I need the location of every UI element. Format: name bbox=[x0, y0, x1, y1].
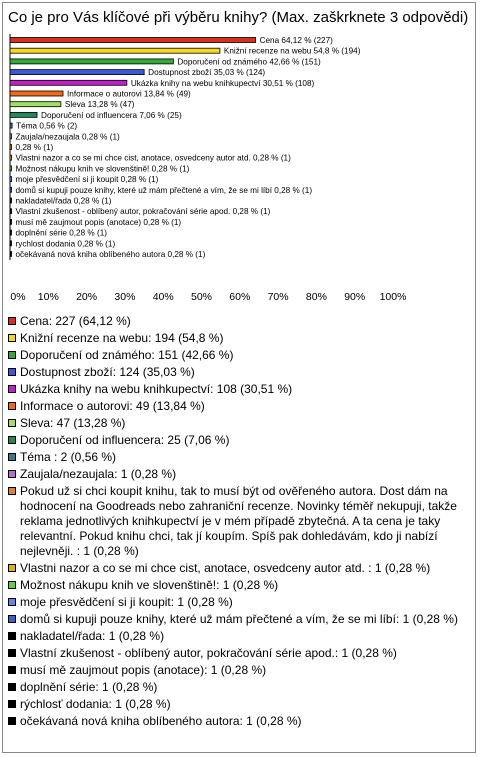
bar bbox=[10, 102, 61, 107]
bar-label: Informace o autorovi 13,84 % (49) bbox=[67, 89, 191, 99]
bar-label: doplnění série 0,28 % (1) bbox=[15, 228, 107, 238]
legend-swatch bbox=[8, 351, 16, 359]
bar-label: Doporučení od influencera 7,06 % (25) bbox=[41, 110, 182, 120]
bar-group bbox=[10, 47, 361, 56]
legend-label: moje přesvědčení si ji koupit: 1 (0,28 %) bbox=[20, 595, 233, 609]
bar bbox=[10, 48, 220, 53]
legend-swatch bbox=[8, 700, 16, 708]
legend-swatch bbox=[8, 615, 16, 623]
bar-label: Knižní recenze na webu 54,8 % (194) bbox=[223, 46, 361, 56]
legend-item bbox=[8, 629, 468, 644]
bar-group bbox=[10, 111, 182, 120]
legend-label: Možnost nákupu knih ve slovenštině!: 1 (0,28 %) bbox=[20, 578, 279, 592]
bar-group bbox=[10, 57, 321, 66]
x-tick-label: 90% bbox=[344, 291, 366, 303]
legend-label: Doporučení od influencera: 25 (7,06 %) bbox=[20, 433, 230, 447]
bar bbox=[10, 241, 12, 246]
chart-legend bbox=[8, 314, 468, 731]
bar-group bbox=[10, 36, 333, 45]
legend-label: Vlastni nazor a co se mi chce cist, anotace, osvedceny autor atd. : 1 (0,28 %) bbox=[20, 561, 431, 575]
bar-label: Zaujala/nezaujala 0,28 % (1) bbox=[15, 132, 120, 142]
legend-swatch bbox=[8, 632, 16, 640]
legend-item bbox=[8, 314, 468, 329]
legend-label: Sleva: 47 (13,28 %) bbox=[20, 416, 126, 430]
legend-item bbox=[8, 365, 468, 380]
x-tick-label: 20% bbox=[76, 291, 98, 303]
bar-label: Vlastni nazor a co se mi chce cist, anotace, osvedceny autor atd. 0,28 % (1) bbox=[15, 153, 291, 163]
bar-label: očekávaná nová kniha oblíbeného autora 0,28 % (1) bbox=[15, 250, 206, 259]
legend-swatch bbox=[8, 649, 16, 657]
bar-group bbox=[10, 79, 315, 88]
legend-item bbox=[8, 595, 468, 610]
bar bbox=[10, 198, 12, 203]
bar-label: domů si kupuji pouze knihy, které už mám přečtené a vím, že se mi líbí 0,28 % (1) bbox=[15, 185, 313, 195]
bar-label: 0,28 % (1) bbox=[15, 143, 54, 152]
legend-label: doplnění série: 1 (0,28 %) bbox=[20, 680, 158, 694]
bar-group bbox=[10, 122, 77, 131]
bar bbox=[10, 80, 127, 85]
bar-label: moje přesvědčení si ji koupit 0,28 % (1) bbox=[15, 175, 159, 185]
x-tick-label: 70% bbox=[267, 291, 289, 303]
bar bbox=[10, 145, 12, 150]
legend-item bbox=[8, 714, 468, 729]
chart-title: Co je pro Vás klíčové při výběru knihy? (Max. zaškrknete 3 odpovědi) bbox=[8, 9, 469, 26]
legend-item bbox=[8, 697, 468, 712]
x-tick-label: 60% bbox=[229, 291, 251, 303]
legend-item bbox=[8, 450, 468, 465]
legend-label: Dostupnost zboží: 124 (35,03 %) bbox=[20, 365, 195, 379]
legend-swatch bbox=[8, 598, 16, 606]
legend-item bbox=[8, 382, 468, 397]
x-tick-label: 0% bbox=[10, 291, 26, 303]
legend-label: očekávaná nová kniha oblíbeného autora: 1 (0,28 %) bbox=[20, 714, 302, 728]
legend-swatch bbox=[8, 564, 16, 572]
bar-label: rychlost dodania 0,28 % (1) bbox=[15, 239, 116, 249]
legend-swatch bbox=[8, 487, 16, 495]
legend-swatch bbox=[8, 470, 16, 478]
legend-item bbox=[8, 663, 468, 678]
legend-label: domů si kupuji pouze knihy, které už mám přečtené a vím, že se mi líbí: 1 (0,28 %) bbox=[20, 612, 458, 626]
legend-swatch bbox=[8, 683, 16, 691]
bar-group bbox=[10, 229, 107, 238]
legend-item bbox=[8, 612, 468, 627]
bar-group bbox=[10, 239, 115, 248]
legend-item bbox=[8, 646, 468, 661]
bar-group bbox=[10, 132, 120, 141]
x-tick-label: 10% bbox=[37, 291, 59, 303]
bar-group bbox=[10, 218, 181, 227]
legend-item bbox=[8, 433, 468, 448]
legend-swatch bbox=[8, 666, 16, 674]
bar-label: Doporučení od známého 42,66 % (151) bbox=[177, 57, 321, 67]
legend-item bbox=[8, 416, 468, 431]
bar bbox=[10, 219, 12, 224]
legend-item bbox=[8, 399, 468, 414]
x-tick-label: 80% bbox=[305, 291, 327, 303]
bar-label: Sleva 13,28 % (47) bbox=[64, 100, 135, 110]
bar-label: Téma 0,56 % (2) bbox=[16, 121, 78, 131]
bar-label: Dostupnost zboží 35,03 % (124) bbox=[148, 68, 266, 78]
bar-label: musí mě zaujmout popis (anotace) 0,28 % (1) bbox=[15, 217, 182, 227]
bar-label: Vlastní zkušenost - oblíbený autor, pokračování série apod. 0,28 % (1) bbox=[15, 207, 271, 217]
bar-group bbox=[10, 164, 190, 173]
bar bbox=[10, 70, 144, 75]
bar-group bbox=[10, 100, 135, 109]
legend-swatch bbox=[8, 368, 16, 376]
x-tick-label: 30% bbox=[114, 291, 136, 303]
legend-swatch bbox=[8, 334, 16, 342]
bar bbox=[10, 209, 12, 214]
bar-label: Možnost nákupu knih ve slovenštině! 0,28 % (1) bbox=[15, 164, 190, 174]
legend-label: Cena: 227 (64,12 %) bbox=[20, 314, 131, 328]
legend-label: Informace o autorovi: 49 (13,84 %) bbox=[20, 399, 205, 413]
bar bbox=[10, 134, 12, 139]
legend-swatch bbox=[8, 717, 16, 725]
bar bbox=[10, 123, 12, 128]
bar-label: Ukázka knihy na webu knihkupectví 30,51 % (108) bbox=[130, 78, 315, 88]
bar bbox=[10, 166, 12, 171]
x-tick-label: 100% bbox=[379, 291, 407, 303]
bar-group bbox=[10, 143, 54, 152]
legend-swatch bbox=[8, 419, 16, 427]
legend-item bbox=[8, 680, 468, 695]
legend-label: Téma : 2 (0,56 %) bbox=[20, 450, 117, 464]
bar-group bbox=[10, 68, 265, 77]
legend-label: Zaujala/nezaujala: 1 (0,28 %) bbox=[20, 467, 177, 481]
legend-item bbox=[8, 561, 468, 576]
bar bbox=[10, 187, 12, 192]
legend-swatch bbox=[8, 436, 16, 444]
legend-label: nakladatel/řada: 1 (0,28 %) bbox=[20, 629, 165, 643]
bar-group bbox=[10, 250, 206, 259]
legend-item bbox=[8, 578, 468, 593]
bar-group bbox=[10, 207, 271, 216]
legend-label: Pokud už si chci koupit knihu, tak to musí být od ověřeného autora. Dost dám na hodnocení na Goodreads nebo zahraniční recenze. Novinky téměř nekupuji, takže reklama jednotlivých knihkupectví je v mém případě zbytečná. A ta cena je taky relevantní. Pokud knihu chci, tak jí koupím. Spíš pak dohledávám, kdo ji nabízí nejlevněji. : 1 (0,28 %) bbox=[20, 484, 457, 558]
bar-chart bbox=[0, 0, 480, 310]
legend-swatch bbox=[8, 581, 16, 589]
legend-label: Vlastní zkušenost - oblíbený autor, pokračování série apod.: 1 (0,28 %) bbox=[20, 646, 397, 660]
bar-group bbox=[10, 175, 159, 184]
legend-swatch bbox=[8, 385, 16, 393]
bar bbox=[10, 230, 12, 235]
bar bbox=[10, 177, 12, 182]
bar-group bbox=[10, 185, 312, 195]
bar bbox=[10, 91, 63, 96]
legend-item bbox=[8, 348, 468, 363]
x-tick-label: 50% bbox=[190, 291, 213, 303]
bar bbox=[10, 38, 256, 43]
legend-swatch bbox=[8, 317, 16, 325]
bar-group bbox=[10, 154, 291, 163]
bar bbox=[10, 155, 12, 160]
legend-label: Knižní recenze na webu: 194 (54,8 %) bbox=[20, 331, 224, 345]
legend-label: Doporučení od známého: 151 (42,66 %) bbox=[20, 348, 234, 362]
bar bbox=[10, 59, 173, 64]
legend-item bbox=[8, 331, 468, 346]
legend-label: rýchlosť dodania: 1 (0,28 %) bbox=[20, 697, 171, 711]
bar-label: nakladatel/řada 0,28 % (1) bbox=[15, 196, 112, 206]
legend-swatch bbox=[8, 402, 16, 410]
legend-item bbox=[8, 484, 468, 559]
bar-group bbox=[10, 90, 191, 99]
bar-label: Cena 64,12 % (227) bbox=[259, 36, 333, 45]
legend-label: Ukázka knihy na webu knihkupectví: 108 (30,51 %) bbox=[20, 382, 293, 396]
x-tick-label: 40% bbox=[152, 291, 174, 303]
bar bbox=[10, 252, 12, 257]
legend-item bbox=[8, 467, 468, 482]
legend-label: musí mě zaujmout popis (anotace): 1 (0,28 %) bbox=[20, 663, 267, 677]
bar-group bbox=[10, 197, 112, 206]
bar bbox=[10, 112, 37, 117]
legend-swatch bbox=[8, 453, 16, 461]
